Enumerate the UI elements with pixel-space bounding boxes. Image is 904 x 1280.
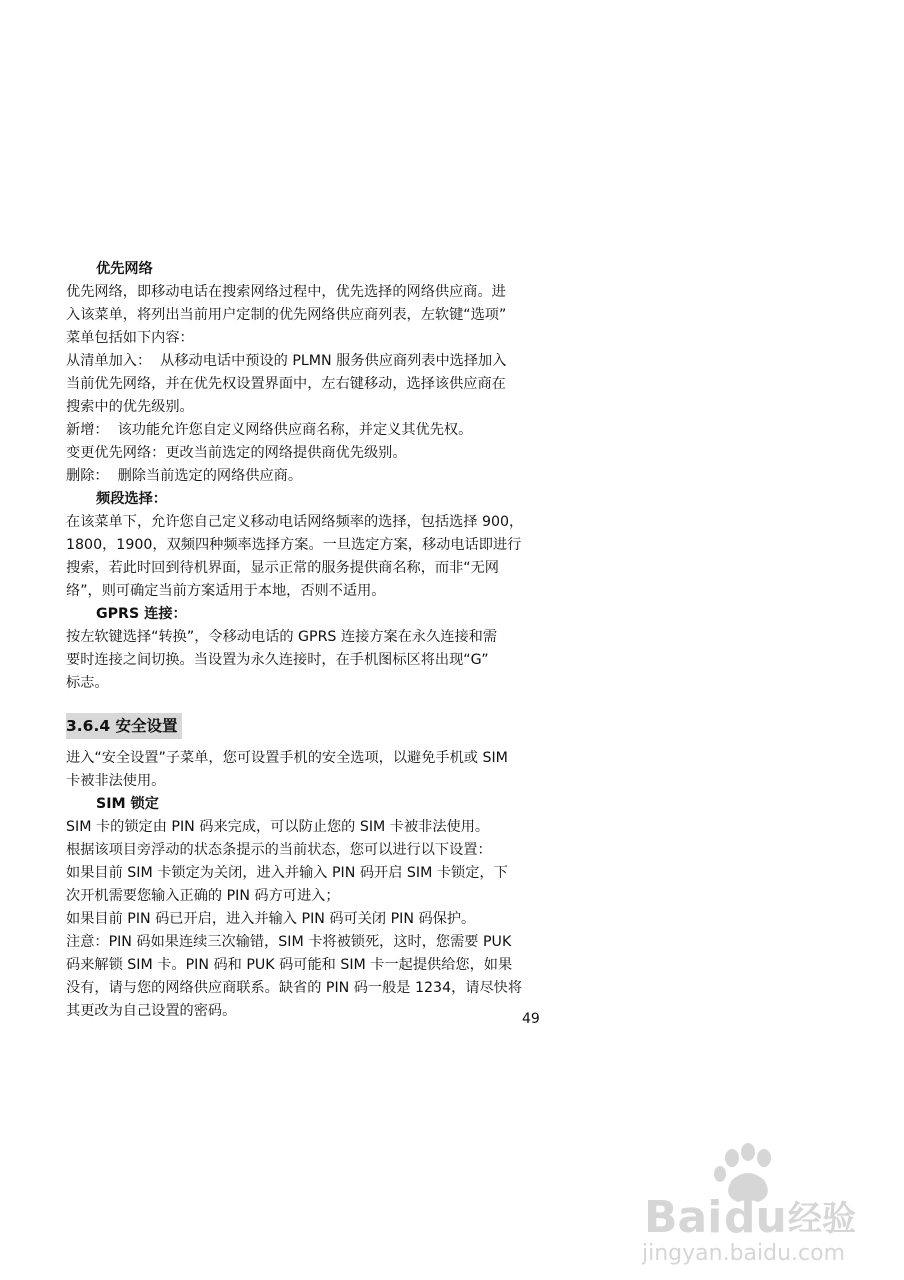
paragraph-line: 没有，请与您的网络供应商联系。缺省的 PIN 码一般是 1234，请尽快将 <box>66 980 523 996</box>
paragraph-line: 1800，1900，双频四种频率选择方案。一旦选定方案，移动电话即进行 <box>66 537 522 553</box>
paragraph-line: 次开机需要您输入正确的 PIN 码方可进入； <box>66 888 340 904</box>
subheading: GPRS 连接： <box>96 606 187 622</box>
paragraph-line: 按左软键选择“转换”，令移动电话的 GPRS 连接方案在永久连接和需 <box>66 629 498 645</box>
subheading: SIM 锁定 <box>96 796 159 812</box>
svg-text:du: du <box>724 1192 787 1243</box>
paragraph-line: 删除： 删除当前选定的网络供应商。 <box>66 468 303 484</box>
paragraph-line: 码来解锁 SIM 卡。PIN 码和 PUK 码可能和 SIM 卡一起提供给您，如果 <box>66 957 513 973</box>
paragraph-line: 当前优先网络，并在优先权设置界面中，左右键移动，选择该供应商在 <box>66 376 506 392</box>
paragraph-line: 标志。 <box>66 675 109 691</box>
paragraph-line: 搜索中的优先级别。 <box>66 399 194 415</box>
paragraph-line: 络”，则可确定当前方案适用于本地，否则不适用。 <box>66 583 386 599</box>
paragraph-line: 从清单加入： 从移动电话中预设的 PLMN 服务供应商列表中选择加入 <box>66 353 507 369</box>
svg-text:Bai: Bai <box>644 1192 723 1243</box>
baidu-watermark-logo <box>640 1140 880 1265</box>
svg-text:jingyan.baidu.com: jingyan.baidu.com <box>642 1241 846 1265</box>
paragraph-line: 在该菜单下，允许您自己定义移动电话网络频率的选择，包括选择 900， <box>66 514 524 530</box>
paragraph-line: 搜索，若此时回到待机界面，显示正常的服务提供商名称，而非“无网 <box>66 560 499 576</box>
paragraph-line: 优先网络，即移动电话在搜索网络过程中，优先选择的网络供应商。进 <box>66 284 506 300</box>
paragraph-line: 卡被非法使用。 <box>66 773 166 789</box>
paragraph-line: 新增： 该功能允许您自定义网络供应商名称，并定义其优先权。 <box>66 422 473 438</box>
section-heading-wrapper <box>66 695 546 747</box>
section-heading: 3.6.4 安全设置 <box>66 713 182 739</box>
subheading: 优先网络 <box>96 261 153 277</box>
paragraph-line: 进入“安全设置”子菜单，您可设置手机的安全选项，以避免手机或 SIM <box>66 750 508 766</box>
paragraph-line: 如果目前 PIN 码已开启，进入并输入 PIN 码可关闭 PIN 码保护。 <box>66 911 476 927</box>
paragraph-line: 其更改为自己设置的密码。 <box>66 1003 237 1019</box>
paragraph-line: 入该菜单，将列出当前用户定制的优先网络供应商列表，左软键“选项” <box>66 307 507 323</box>
paragraph-line: 菜单包括如下内容： <box>66 330 194 346</box>
paragraph-line: 注意：PIN 码如果连续三次输错，SIM 卡将被锁死，这时，您需要 PUK <box>66 934 512 950</box>
subheading: 频段选择： <box>96 491 167 507</box>
page-number: 49 <box>522 1011 540 1027</box>
paragraph-line: 要时连接之间切换。当设置为永久连接时，在手机图标区将出现“G” <box>66 652 489 668</box>
paragraph-line: 变更优先网络：更改当前选定的网络提供商优先级别。 <box>66 445 407 461</box>
document-body <box>66 258 546 1023</box>
svg-text:经验: 经验 <box>788 1199 856 1239</box>
paragraph-line: 如果目前 SIM 卡锁定为关闭，进入并输入 PIN 码开启 SIM 卡锁定，下 <box>66 865 508 881</box>
paragraph-line: SIM 卡的锁定由 PIN 码来完成，可以防止您的 SIM 卡被非法使用。 <box>66 819 490 835</box>
paragraph-line: 根据该项目旁浮动的状态条提示的当前状态，您可以进行以下设置： <box>66 842 492 858</box>
